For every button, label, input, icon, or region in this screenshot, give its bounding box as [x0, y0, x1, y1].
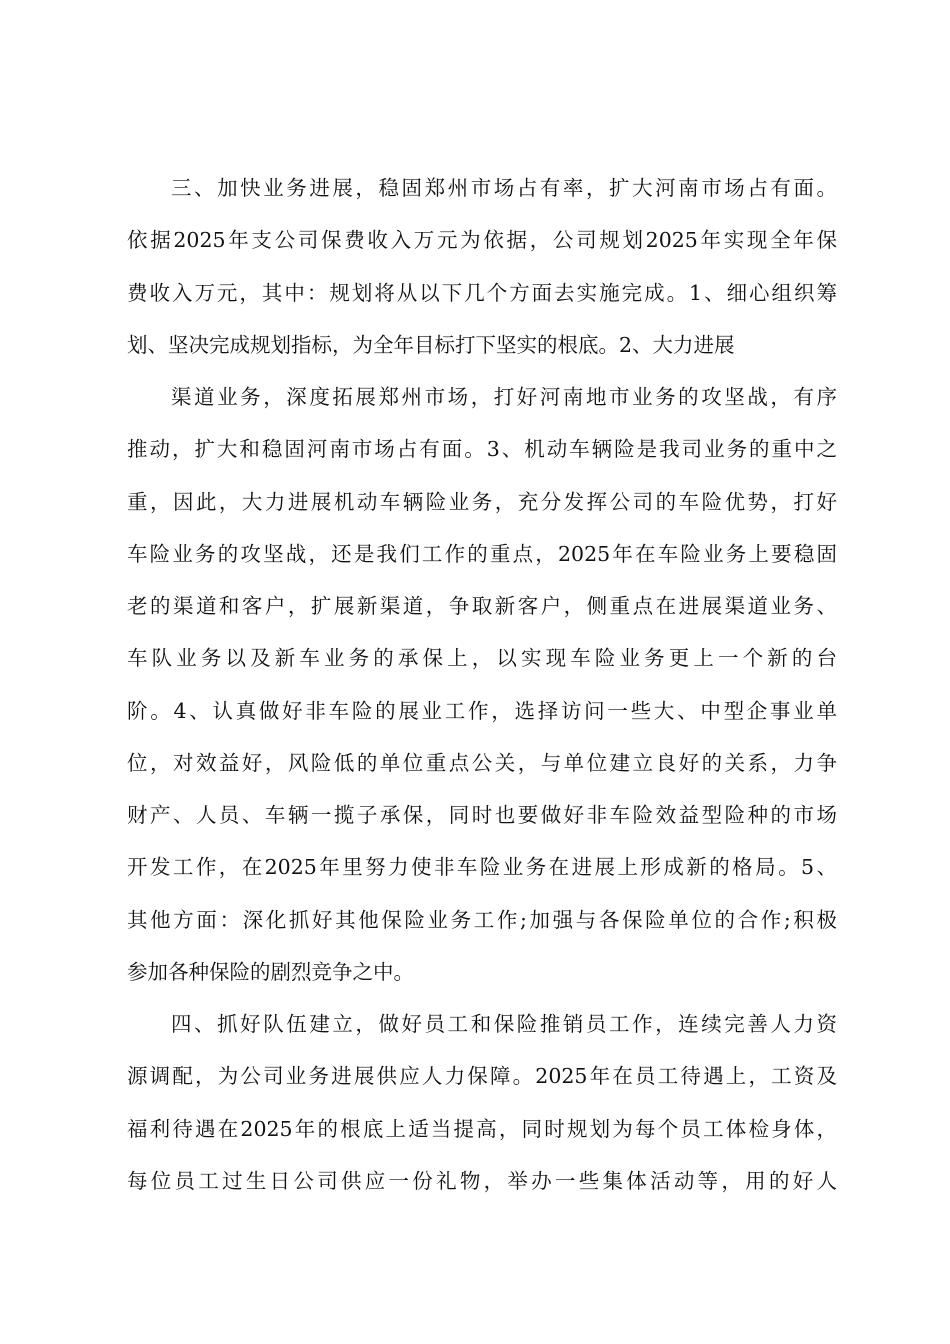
paragraph-cont-line-9: 财产、人员、车辆一揽子承保，同时也要做好非车险效益型险种的市场	[127, 803, 837, 827]
paragraph-cont-line-11: 其他方面：深化抓好其他保险业务工作;加强与各保险单位的合作;积极	[127, 907, 837, 932]
paragraph-3-line-1: 三、加快业务进展，稳固郑州市场占有率，扩大河南市场占有面。	[171, 176, 837, 200]
paragraph-3-line-2: 依据2025年支公司保费收入万元为依据，公司规划2025年实现全年保	[127, 228, 837, 253]
paragraph-4-line-2: 源调配，为公司业务进展供应人力保障。2025年在员工待遇上，工资及	[127, 1064, 837, 1089]
paragraph-4-line-1: 四、抓好队伍建立，做好员工和保险推销员工作，连续完善人力资	[171, 1012, 837, 1036]
paragraph-cont-line-7: 阶。4、认真做好非车险的展业工作，选择访问一些大、中型企事业单	[127, 698, 837, 723]
document-body	[127, 162, 837, 1207]
paragraph-cont-line-5: 老的渠道和客户，扩展新渠道，争取新客户，侧重点在进展渠道业务、	[127, 594, 837, 618]
paragraph-cont-line-4: 车险业务的攻坚战，还是我们工作的重点，2025年在车险业务上要稳固	[127, 541, 837, 566]
paragraph-cont-line-12: 参加各种保险的剧烈竞争之中。	[127, 959, 414, 984]
paragraph-cont-line-1: 渠道业务，深度拓展郑州市场，打好河南地市业务的攻坚战，有序	[171, 385, 837, 409]
paragraph-cont-line-10: 开发工作，在2025年里努力使非车险业务在进展上形成新的格局。5、	[127, 855, 837, 880]
paragraph-cont-line-2: 推动，扩大和稳固河南市场占有面。3、机动车辆险是我司业务的重中之	[127, 437, 837, 462]
paragraph-3-line-4: 划、坚决完成规划指标，为全年目标打下坚实的根底。2、大力进展	[127, 332, 735, 357]
paragraph-4-line-4: 每位员工过生日公司供应一份礼物，举办一些集体活动等，用的好人	[127, 1168, 837, 1193]
paragraph-cont-line-8: 位，对效益好，风险低的单位重点公关，与单位建立良好的关系，力争	[127, 750, 837, 775]
paragraph-4-line-3: 福利待遇在2025年的根底上适当提高，同时规划为每个员工体检身体，	[127, 1116, 837, 1141]
paragraph-3-line-3: 费收入万元，其中：规划将从以下几个方面去实施完成。1、细心组织筹	[127, 280, 837, 305]
paragraph-cont-line-6: 车队业务以及新车业务的承保上，以实现车险业务更上一个新的台	[127, 646, 837, 671]
paragraph-cont-line-3: 重，因此，大力进展机动车辆险业务，充分发挥公司的车险优势，打好	[127, 489, 837, 514]
